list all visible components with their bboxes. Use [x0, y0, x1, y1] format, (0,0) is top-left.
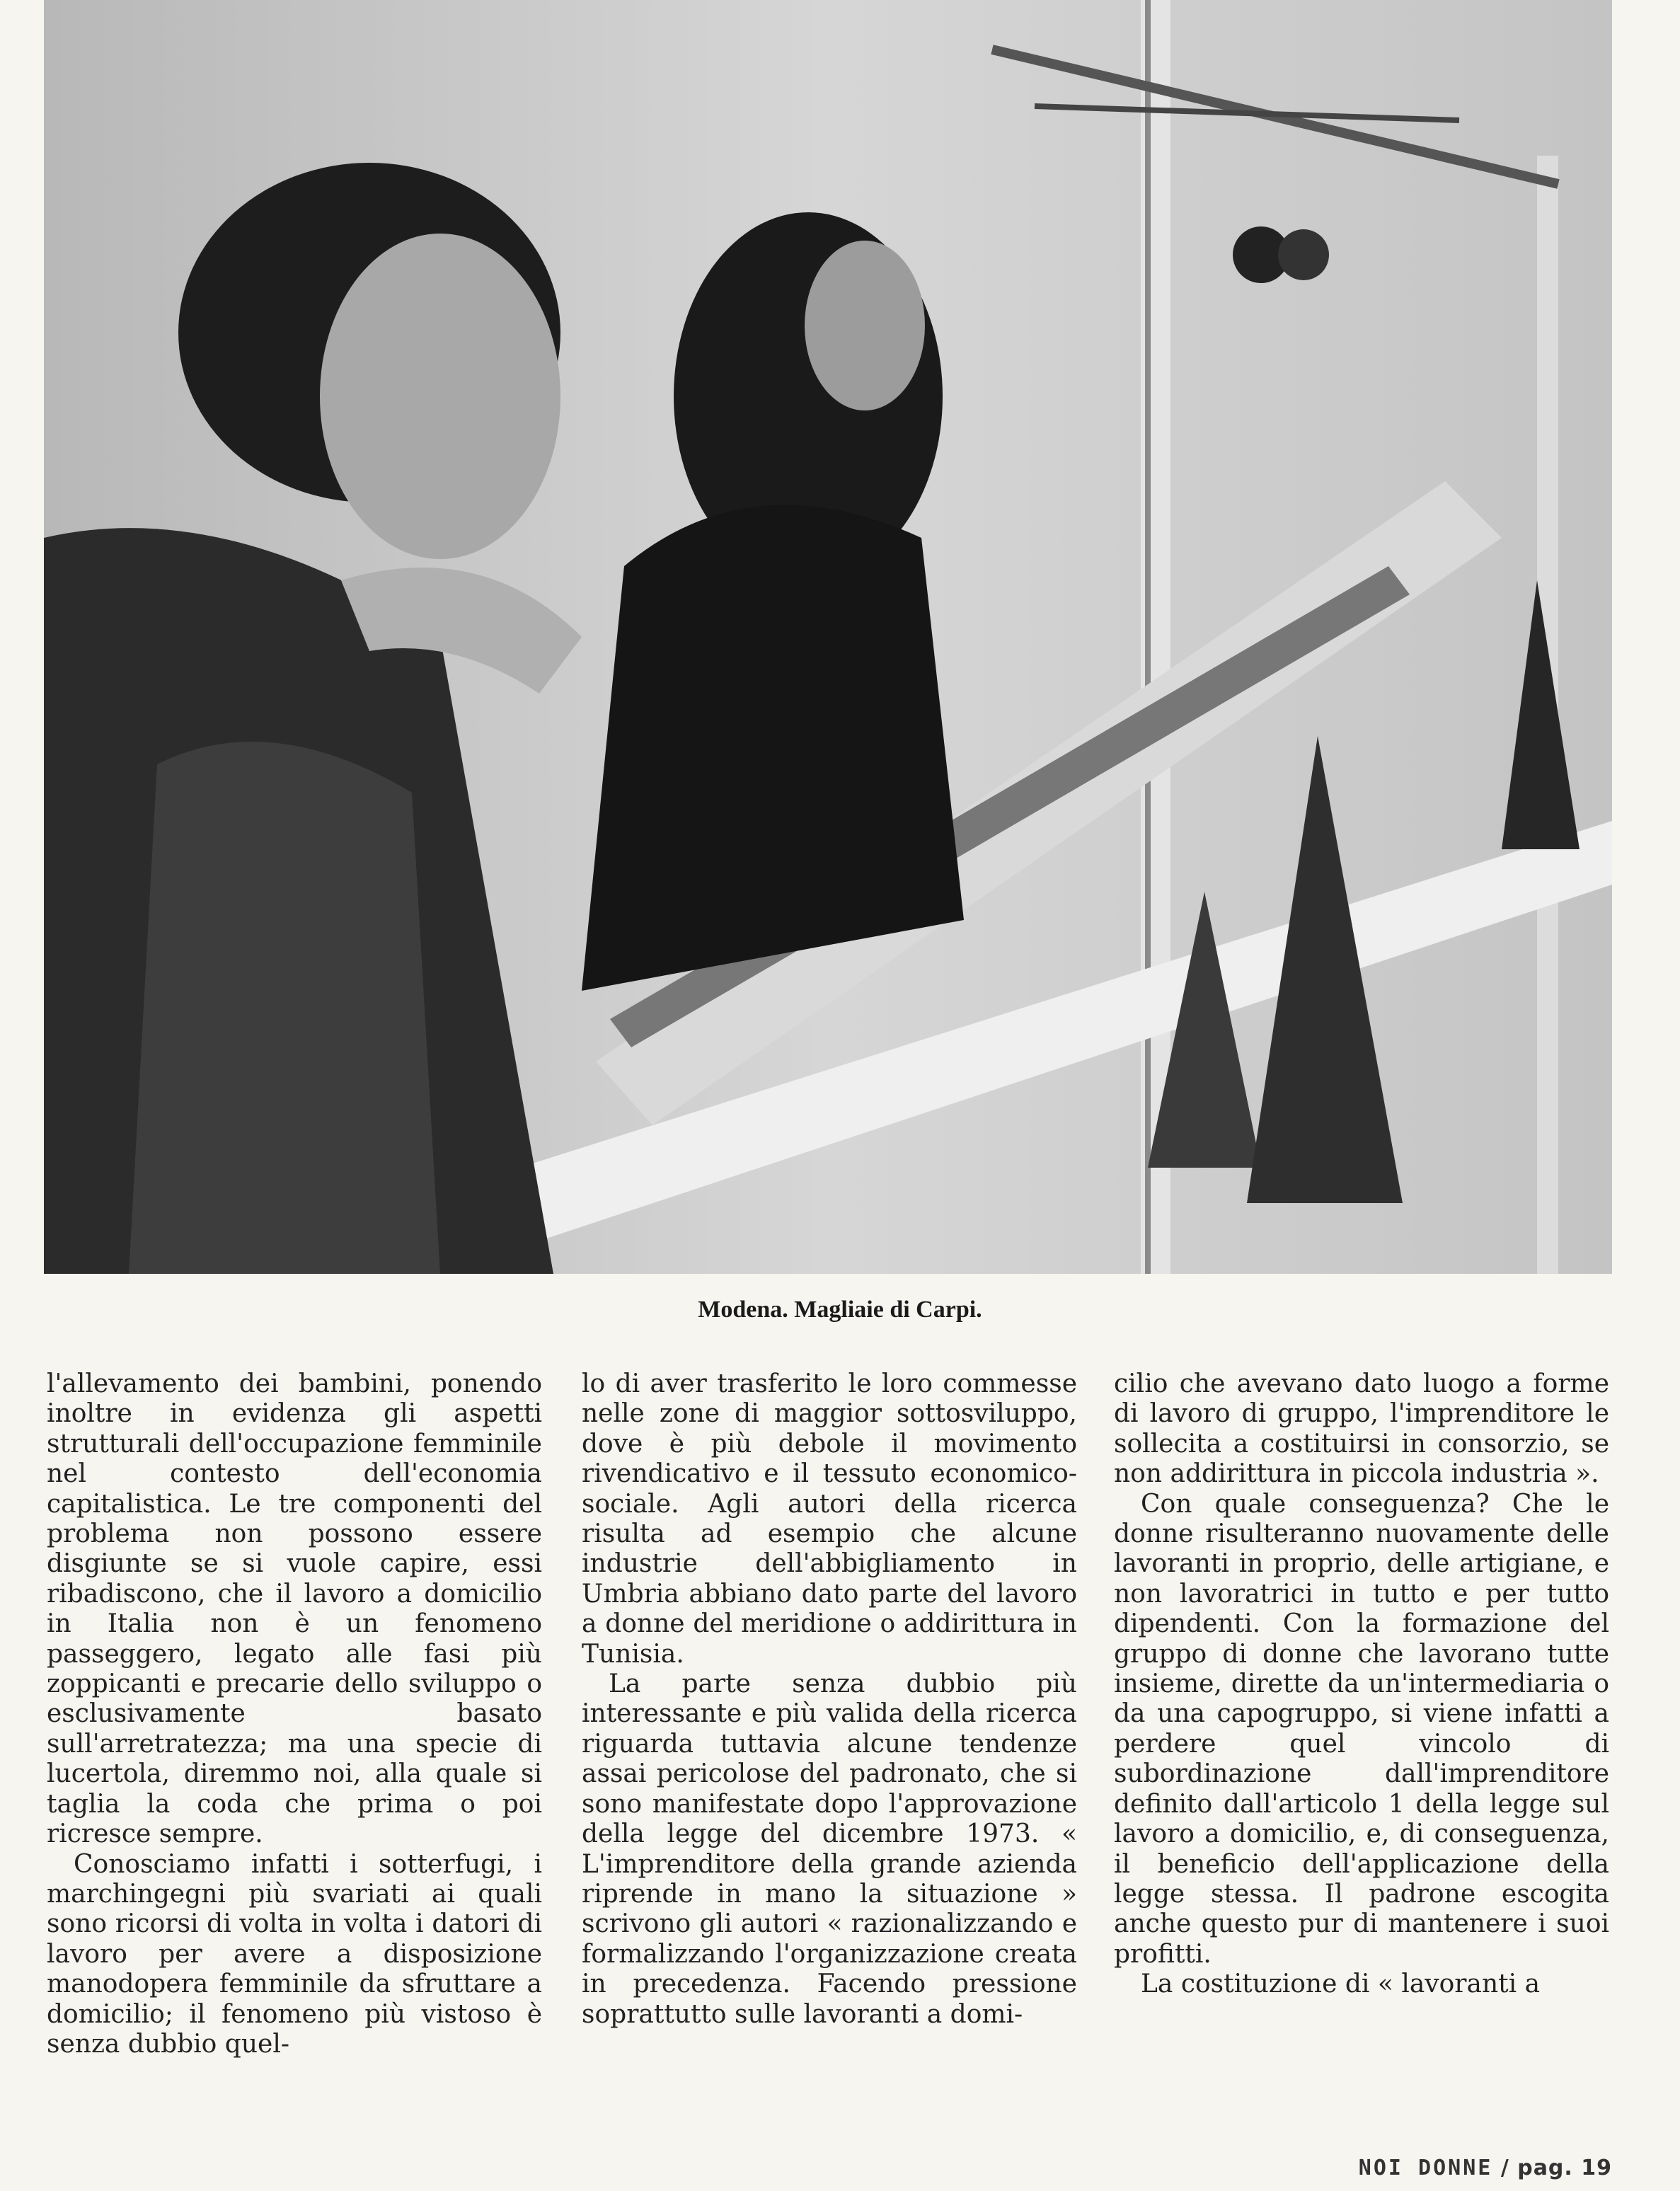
paragraph: cilio che avevano dato luogo a forme di lavoro di gruppo, l'imprenditore le sollecita a costituirsi in consorzio, se non addirittura in piccola industria ». — [1114, 1369, 1609, 1489]
paragraph: La costituzione di « lavoranti a — [1141, 1969, 1541, 1999]
paragraph: Conosciamo infatti i sotterfugi, i marchingegni più svariati ai quali sono ricorsi di volta in volta i datori di lavoro per avere a disposizione manodopera femminile da sfruttare a domicilio; il fenomeno più vistoso è senza dubbio quel- — [47, 1849, 542, 2059]
magazine-logo: NOI DONNE — [1358, 2156, 1493, 2180]
text-column-3 — [1114, 1369, 1609, 2000]
photo-caption: Modena. Magliaie di Carpi. — [698, 1296, 982, 1323]
text-column-1 — [47, 1369, 542, 2059]
paragraph: lo di aver trasferito le loro commesse nelle zone di maggior sottosviluppo, dove è più debole il movimento rivendicativo e il tessuto economico-sociale. Agli autori della ricerca risulta ad esempio che alcune industrie dell'abbigliamento in Umbria abbiano dato parte del lavoro a donne del meridione o addirittura in Tunisia. — [582, 1369, 1077, 1669]
paragraph: Con quale conseguenza? Che le donne risulteranno nuovamente delle lavoranti in proprio, delle artigiane, e non lavoratrici in tutto e per tutto dipendenti. Con la formazione del gruppo di donne che lavorano tutte insieme, dirette da un'intermediaria o da una capogruppo, si viene infatti a perdere quel vincolo di subordinazione dall'imprenditore definito dall'articolo 1 della legge sul lavoro a domicilio, e, di conseguenza, il beneficio dell'applicazione della legge stessa. Il padrone escogita anche questo pur di mantenere i suoi profitti. — [1114, 1489, 1609, 1969]
paragraph: l'allevamento dei bambini, ponendo inoltre in evidenza gli aspetti strutturali dell'occupazione femminile nel contesto dell'economia capitalistica. Le tre componenti del problema non possono essere disgiunte se si vuole capire, essi ribadiscono, che il lavoro a domicilio in Italia non è un fenomeno passeggero, legato alle fasi più zoppicanti e precarie dello sviluppo o esclusivamente basato sull'arretratezza; ma una specie di lucertola, diremmo noi, alla quale si taglia la coda che prima o poi ricresce sempre. — [47, 1369, 542, 1849]
page-footer — [1359, 2156, 1612, 2180]
photograph — [44, 0, 1612, 1274]
text-column-2 — [582, 1369, 1077, 2030]
page-number: / pag. 19 — [1500, 2156, 1612, 2180]
photo-illustration — [44, 0, 1612, 1274]
paragraph: La parte senza dubbio più interessante e più valida della ricerca riguarda tuttavia alcune tendenze assai pericolose del padronato, che si sono manifestate dopo l'approvazione della legge del dicembre 1973. « L'imprenditore della grande azienda riprende in mano la situazione » scrivono gli autori « razionalizzando e formalizzando l'organizzazione creata in precedenza. Facendo pressione soprattutto sulle lavoranti a domi- — [582, 1669, 1077, 2029]
